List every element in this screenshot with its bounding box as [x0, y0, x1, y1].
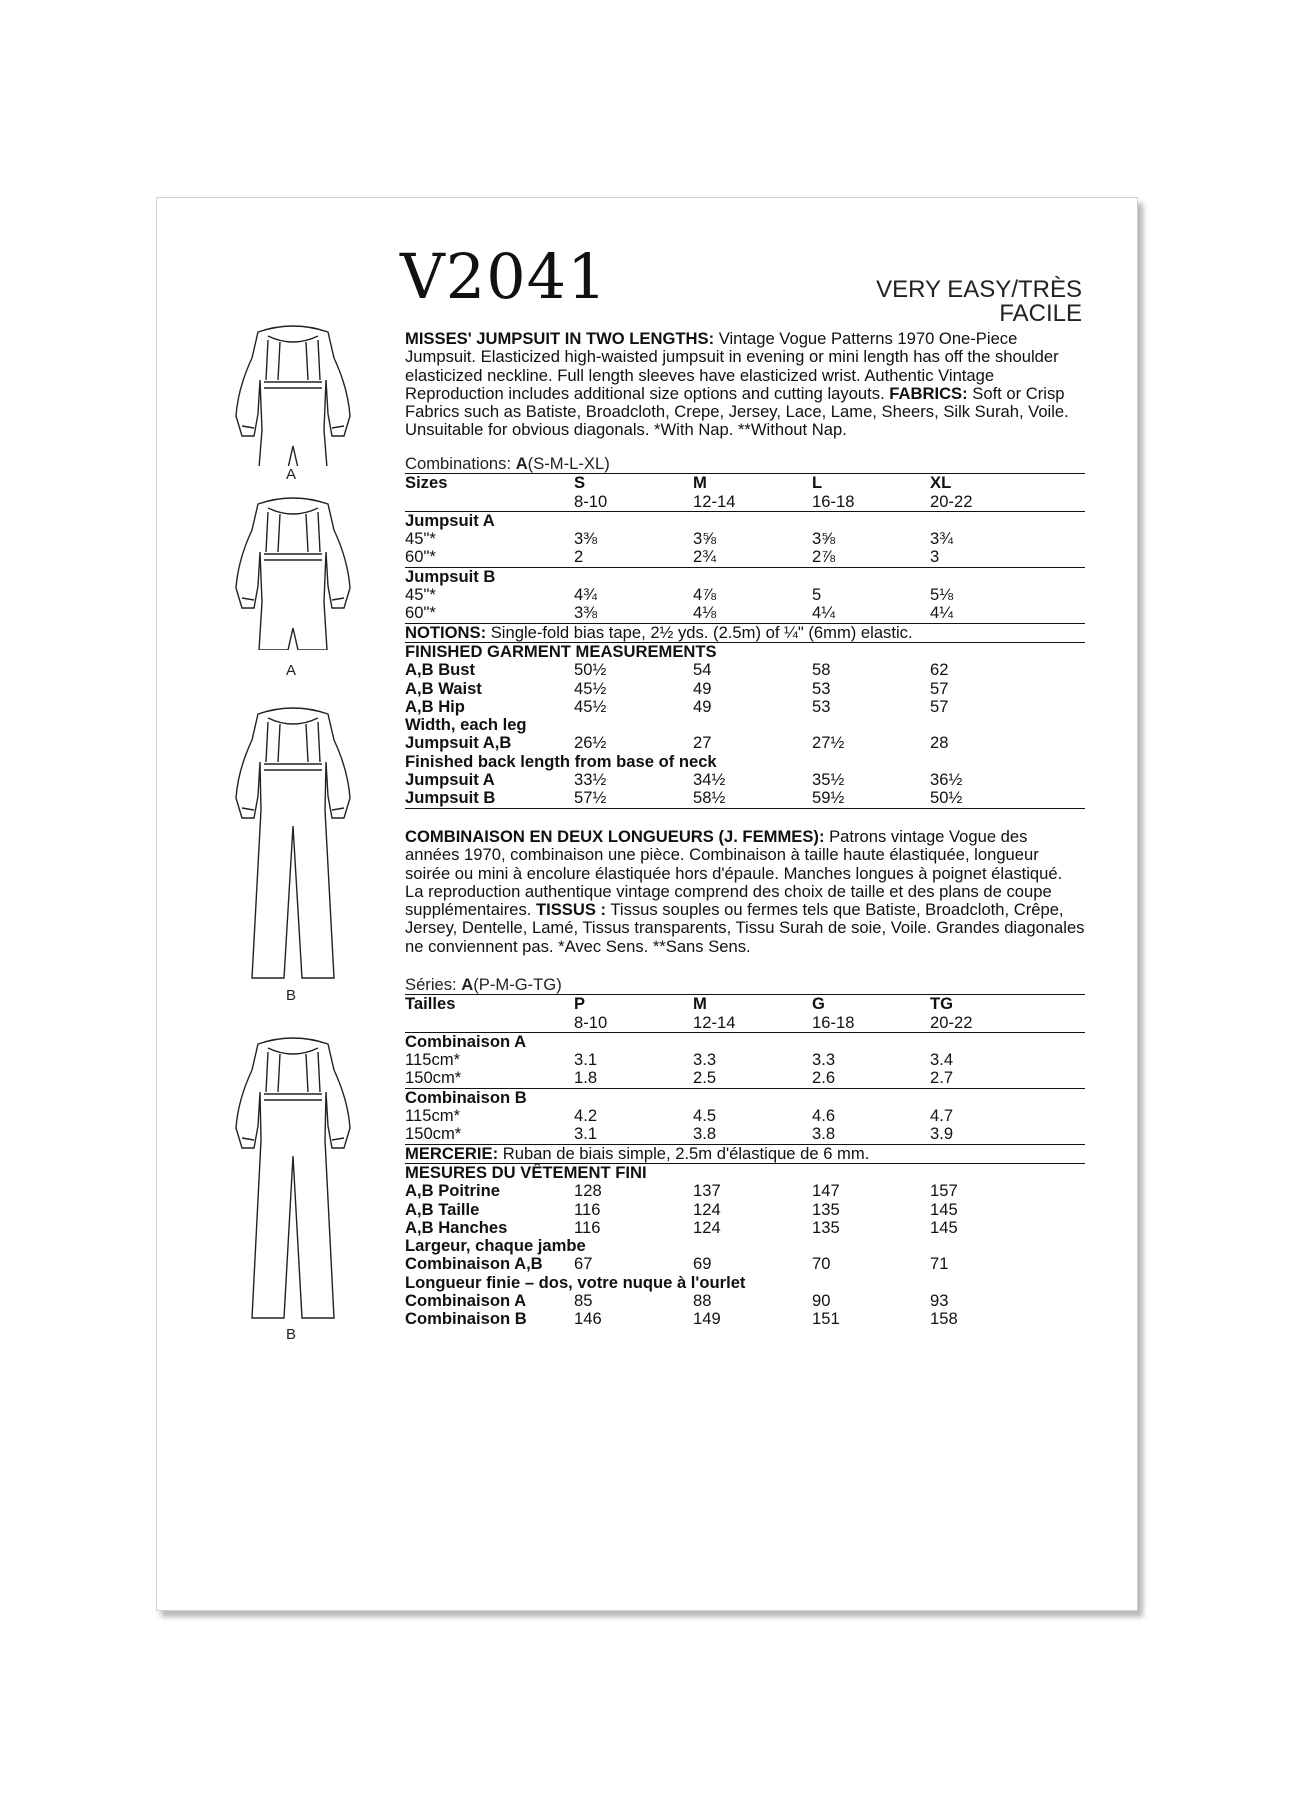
table-row: 60"* 3⅜ 4⅛ 4¼ 4¼ [405, 603, 954, 623]
french-yardage-table [405, 976, 1085, 1329]
group-title: Combinaison B [405, 1087, 527, 1107]
fabrics-text: Tissus souples ou fermes tels que Batiste, Broadcloth, Crêpe, Jersey, Dentelle, Lamé, Tissus transparents, Tissu Surah de soie, Voile. Grandes diagonales ne conviennent pas. *Avec Sens. **Sans Sens. [405, 900, 1085, 956]
jumpsuit-long-icon [228, 700, 358, 980]
combinations-line: Combinations: A(S-M-L-XL) [405, 454, 610, 473]
table-row: Jumpsuit A 33½ 34½ 35½ 36½ [405, 770, 963, 790]
illustration-label: A [286, 662, 297, 679]
table-row: Combinaison A 85 88 90 93 [405, 1291, 949, 1311]
description-title: MISSES' JUMPSUIT IN TWO LENGTHS: [405, 329, 715, 348]
table-row: 45"* 4¾ 4⅞ 5 5⅛ [405, 585, 954, 605]
table-row: 150cm* 1.8 2.5 2.6 2.7 [405, 1068, 954, 1088]
group-title: Jumpsuit B [405, 566, 496, 586]
table-row: 45"* 3⅜ 3⅝ 3⅝ 3¾ [405, 529, 954, 549]
table-row: Finished back length from base of neck [405, 751, 717, 771]
table-row: A,B Taille 116 124 135 145 [405, 1199, 958, 1219]
finished-measurements-title: MESURES DU VÊTEMENT FINI [405, 1162, 647, 1182]
jumpsuit-short-back-icon [228, 490, 358, 650]
size-ranges-row: 8-10 12-14 16-18 20-22 [574, 1012, 973, 1032]
french-description [405, 828, 1085, 956]
finished-measurements-title: FINISHED GARMENT MEASUREMENTS [405, 641, 717, 661]
table-row: Combinaison B 146 149 151 158 [405, 1309, 958, 1329]
combinations-line: Séries: A(P-M-G-TG) [405, 975, 562, 994]
pattern-number: V2041 [400, 240, 608, 313]
table-row: 150cm* 3.1 3.8 3.8 3.9 [405, 1124, 954, 1144]
notions-line: NOTIONS: Single-fold bias tape, 2½ yds. (2.5m) of ¼" (6mm) elastic. [405, 622, 913, 642]
english-description [405, 330, 1085, 440]
table-row: A,B Waist 45½ 49 53 57 [405, 678, 949, 698]
table-row: A,B Hip 45½ 49 53 57 [405, 696, 949, 716]
sizes-header-row: Tailles P M G TG [405, 994, 954, 1014]
table-row: Jumpsuit B 57½ 58½ 59½ 50½ [405, 788, 963, 808]
illustration-label: A [286, 466, 297, 483]
illustration-label: B [286, 1326, 297, 1343]
description-text: Patrons vintage Vogue des années 1970, combinaison une pièce. Combinaison à taille haute élastiquée, longueur soirée ou mini à encolure élastiquée hors d'épaule. Manches longues à poignet élastiqué. La reproduction authentique vintage comprend des choix de taille et des plans de coupe supplémentaires. [405, 827, 1063, 920]
table-row: 60"* 2 2¾ 2⅞ 3 [405, 547, 940, 567]
table-row: Width, each leg [405, 715, 527, 735]
table-row: Combinaison A,B 67 69 70 71 [405, 1254, 949, 1274]
table-row: A,B Hanches 116 124 135 145 [405, 1217, 958, 1237]
table-row: Longueur finie – dos, votre nuque à l'ourlet [405, 1272, 746, 1292]
illustration-label: B [286, 987, 297, 1004]
size-ranges-row: 8-10 12-14 16-18 20-22 [574, 491, 973, 511]
group-title: Jumpsuit A [405, 510, 495, 530]
table-row: A,B Poitrine 128 137 147 157 [405, 1181, 958, 1201]
jumpsuit-short-icon [228, 318, 358, 466]
description-title: COMBINAISON EN DEUX LONGUEURS (J. FEMMES): [405, 827, 825, 846]
fabrics-text: Soft or Crisp Fabrics such as Batiste, Broadcloth, Crepe, Jersey, Lace, Lame, Sheers, Silk Surah, Voile. Unsuitable for obvious diagonals. *With Nap. **Without Nap. [405, 383, 1069, 440]
difficulty-rating: VERY EASY/TRÈS FACILE [876, 276, 1082, 327]
fabrics-label: FABRICS: [889, 383, 968, 403]
table-row: Jumpsuit A,B 26½ 27 27½ 28 [405, 733, 949, 753]
table-row: A,B Bust 50½ 54 58 62 [405, 660, 949, 680]
table-row: 115cm* 3.1 3.3 3.3 3.4 [405, 1050, 954, 1070]
group-title: Combinaison A [405, 1031, 527, 1051]
english-yardage-table [405, 455, 1085, 809]
table-row: Largeur, chaque jambe [405, 1236, 586, 1256]
notions-line: MERCERIE: Ruban de biais simple, 2.5m d'élastique de 6 mm. [405, 1143, 870, 1163]
sizes-header-row: Sizes S M L XL [405, 473, 952, 493]
table-row: 115cm* 4.2 4.5 4.6 4.7 [405, 1106, 954, 1126]
jumpsuit-long-back-icon [228, 1030, 358, 1320]
description-text: Vintage Vogue Patterns 1970 One-Piece Jumpsuit. Elasticized high-waisted jumpsuit in evening or mini length has off the shoulder elasticized neckline. Full length sleeves have elasticized wrist. Authentic Vintage Reproduction includes additional size options and cutting layouts. [405, 329, 1059, 403]
fabrics-label: TISSUS : [535, 900, 607, 920]
